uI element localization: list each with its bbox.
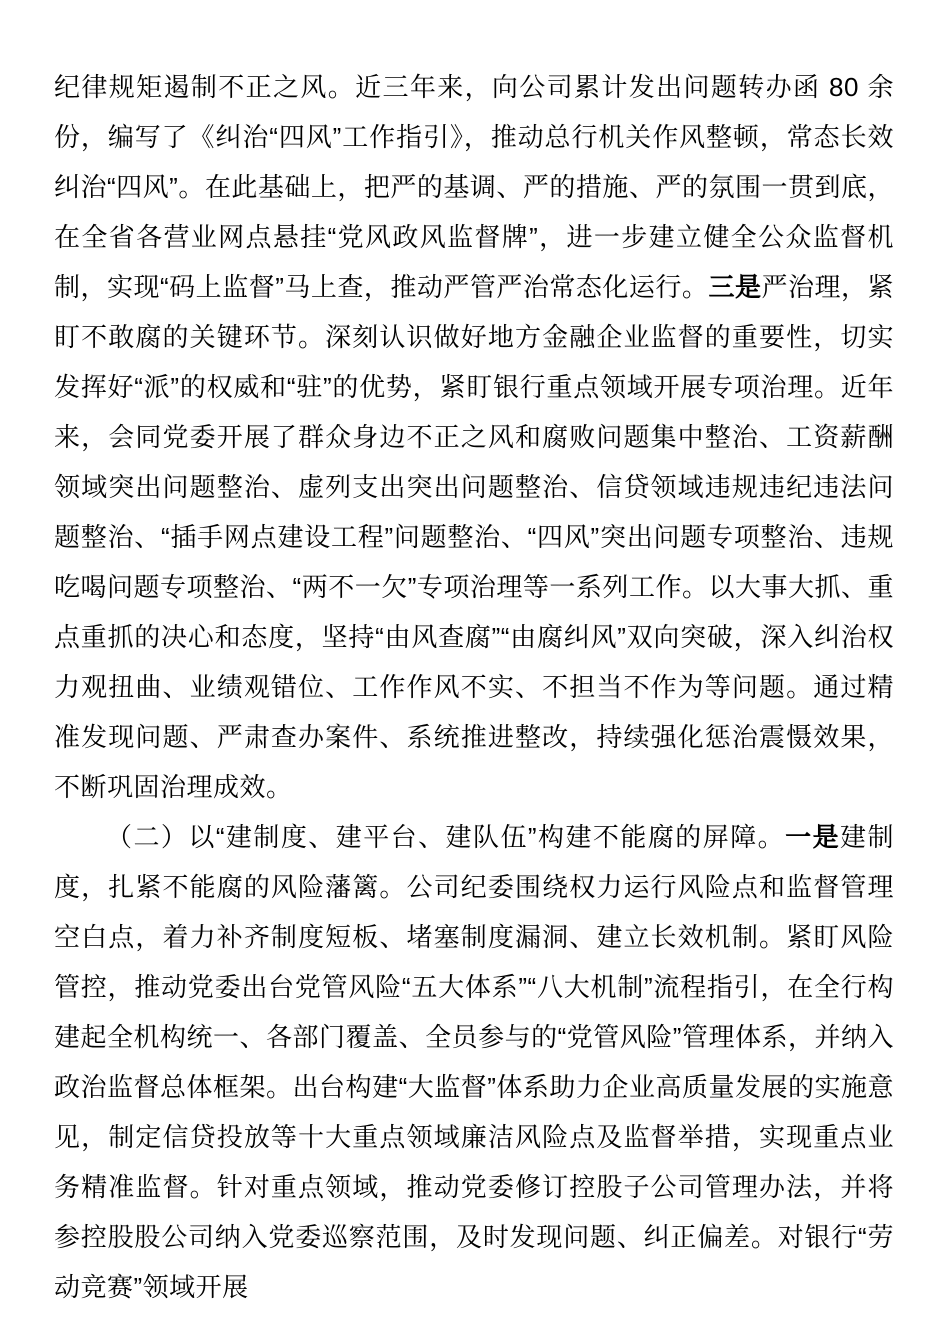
paragraph xyxy=(54,62,894,812)
text-run: 纪律规矩遏制不正之风。近三年来，向公司累计发出问题转办函 80 余份，编写了《纠治“四风”工作指引》，推动总行机关作风整顿，常态长效纠治“四风”。在此基础上，把严的基调、严的措施、严的氛围一贯到底，在全省各营业网点悬挂“党风政风监督牌”，进一步建立健全公众监督机制，实现“码上监督”马上查，推动严管严治常态化运行。 xyxy=(54,72,894,302)
emphasis-run: 三是 xyxy=(708,272,762,302)
text-run: 建制度，扎紧不能腐的风险藩篱。公司纪委围绕权力运行风险点和监督管理空白点，着力补齐制度短板、堵塞制度漏洞、建立长效机制。紧盯风险管控，推动党委出台党管风险“五大体系”“八大机制”流程指引，在全行构建起全机构统一、各部门覆盖、全员参与的“党管风险”管理体系，并纳入政治监督总体框架。出台构建“大监督”体系助力企业高质量发展的实施意见，制定信贷投放等十大重点领域廉洁风险点及监督举措，实现重点业务精准监督。针对重点领域，推动党委修订控股子公司管理办法，并将参控股股公司纳入党委巡察范围，及时发现问题、纠正偏差。对银行“劳动竞赛”领域开展 xyxy=(54,822,894,1302)
text-run: （二）以“建制度、建平台、建队伍”构建不能腐的屏障。 xyxy=(106,822,786,852)
document-body xyxy=(54,62,894,1312)
paragraph xyxy=(54,812,894,1312)
text-run: 严治理，紧盯不敢腐的关键环节。深刻认识做好地方金融企业监督的重要性，切实发挥好“派”的权威和“驻”的优势，紧盯银行重点领域开展专项治理。近年来，会同党委开展了群众身边不正之风和腐败问题集中整治、工资薪酬领域突出问题整治、虚列支出突出问题整治、信贷领域违规违纪违法问题整治、“插手网点建设工程”问题整治、“四风”突出问题专项整治、违规吃喝问题专项整治、“两不一欠”专项治理等一系列工作。以大事大抓、重点重抓的决心和态度，坚持“由风查腐”“由腐纠风”双向突破，深入纠治权力观扭曲、业绩观错位、工作作风不实、不担当不作为等问题。通过精准发现问题、严肃查办案件、系统推进整改，持续强化惩治震慑效果，不断巩固治理成效。 xyxy=(54,272,894,802)
emphasis-run: 一是 xyxy=(785,822,841,852)
